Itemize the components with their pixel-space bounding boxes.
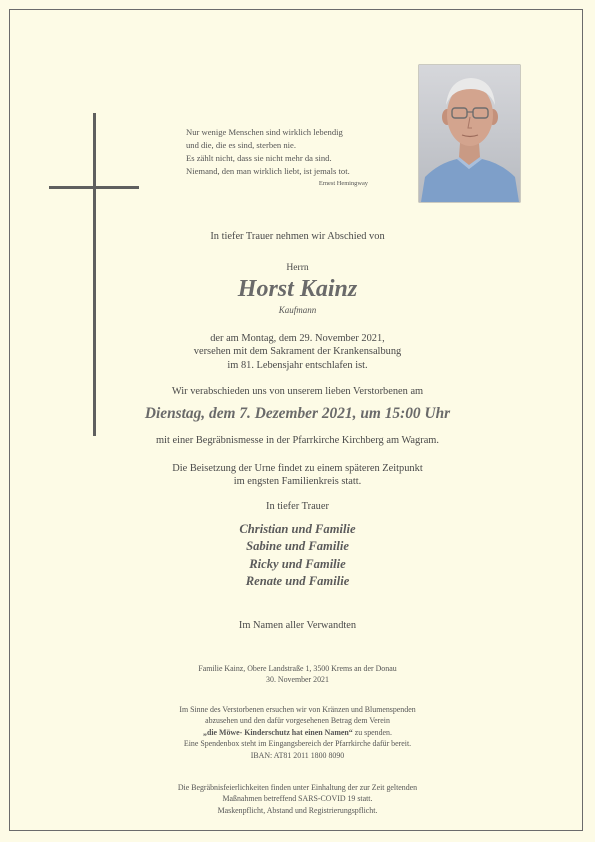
death-notice	[0, 332, 595, 372]
donation-org-suffix: zu spenden.	[352, 727, 392, 737]
address-line: Familie Kainz, Obere Landstraße 1, 3500 Krems an der Donau	[198, 664, 397, 673]
quote-line: und die, die es sind, sterben nie.	[186, 140, 297, 150]
family-entry: Sabine und Familie	[246, 539, 349, 554]
family-entry: Ricky und Familie	[249, 556, 346, 571]
covid-line: Maßnahmen betreffend SARS-COVID 19 statt.	[222, 794, 373, 804]
cross-horizontal-bar	[49, 186, 139, 189]
death-line: versehen mit dem Sakrament der Krankensalbung	[193, 346, 402, 358]
address-date: 30. November 2021	[266, 675, 329, 685]
donation-line: Eine Spendenbox steht im Eingangsbereich der Pfarrkirche dafür bereit.	[183, 739, 412, 749]
intro-text: In tiefer Trauer nehmen wir Abschied von	[210, 231, 385, 242]
death-line: im 81. Lebensjahr entschlafen ist.	[227, 359, 368, 371]
donation-line: abzusehen und den dafür vorgesehenen Betrag dem Verein	[205, 716, 390, 726]
donation-line: Im Sinne des Verstorbenen ersuchen wir von Kränzen und Blumenspenden	[179, 705, 416, 714]
portrait-photo	[419, 65, 520, 202]
family-address	[0, 663, 595, 686]
deceased-name: Horst Kainz	[237, 276, 358, 302]
farewell-intro: Wir verabschieden uns von unserem lieben Verstorbenen am	[171, 386, 424, 397]
quote-line: Es zählt nicht, dass sie nicht mehr da sind.	[186, 153, 332, 163]
family-list	[0, 521, 595, 591]
family-entry: Renate und Familie	[245, 574, 350, 589]
quote-line: Niemand, den man wirklich liebt, ist jemals tot.	[186, 166, 350, 176]
profession: Kaufmann	[278, 305, 317, 315]
donation-notice	[0, 704, 595, 761]
memorial-quote	[186, 126, 396, 189]
covid-line: Die Begräbnisfeierlichkeiten finden unter Einhaltung der zur Zeit geltenden	[177, 783, 418, 792]
quote-line: Nur wenige Menschen sind wirklich lebendig	[186, 127, 343, 137]
donation-org-line	[0, 727, 595, 738]
relatives-note: Im Namen aller Verwandten	[238, 620, 357, 631]
donation-organization: „die Möwe- Kinderschutz hat einen Namen“	[203, 727, 353, 737]
burial-line: im engsten Familienkreis statt.	[233, 476, 362, 488]
quote-author: Ernest Hemingway	[318, 180, 368, 187]
mass-info: mit einer Begräbnismesse in der Pfarrkirche Kirchberg am Wagram.	[156, 435, 439, 446]
burial-line: Die Beisetzung der Urne findet zu einem späteren Zeitpunkt	[172, 463, 423, 474]
covid-notice	[0, 782, 595, 816]
death-line: der am Montag, dem 29. November 2021,	[210, 333, 385, 344]
covid-line: Maskenpflicht, Abstand und Registrierungspflicht.	[217, 805, 378, 815]
funeral-date: Dienstag, dem 7. Dezember 2021, um 15:00 Uhr	[144, 405, 451, 422]
mourning-label: In tiefer Trauer	[266, 501, 329, 512]
portrait-image	[419, 65, 520, 202]
donation-iban: IBAN: AT81 2011 1800 8090	[250, 750, 345, 760]
family-entry: Christian und Familie	[239, 522, 356, 536]
salutation: Herrn	[286, 262, 309, 273]
burial-info	[0, 462, 595, 489]
